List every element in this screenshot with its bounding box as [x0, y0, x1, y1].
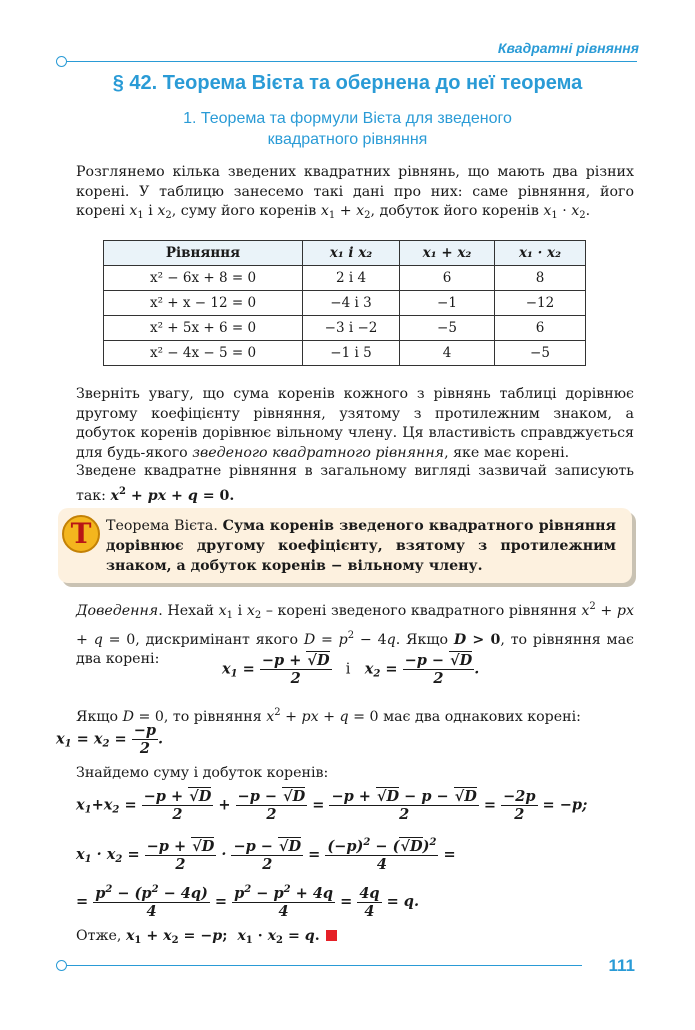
- zero-discriminant-paragraph: Якщо D = 0, то рівняння $x^2$ + px + q = 0 має два однакових корені:: [76, 707, 581, 725]
- table-row: [104, 341, 586, 366]
- table-row: [104, 291, 586, 316]
- footer-rule-dot: [56, 960, 67, 971]
- table-row: [104, 266, 586, 291]
- vieta-table: [103, 240, 586, 366]
- section-title: § 42. Теорема Вієта та обернена до неї теорема: [112, 72, 583, 94]
- subtitle-line-2: квадратного рівняння: [267, 131, 428, 148]
- table-header-cell: x₁ + x₂: [400, 241, 495, 266]
- footer-rule: [62, 965, 582, 966]
- proof-paragraph: Доведення. Нехай $x_1$ і $x_2$ – корені зведеного квадратного рівняння $x^2$ + px + q = 0, дискримінант якого $D = p^2 - 4q$. Якщо D > 0, то рівняння має два корені:: [76, 601, 634, 667]
- table-header-cell: x₁ · x₂: [495, 241, 586, 266]
- table-cell: 6: [400, 266, 495, 291]
- equal-roots-formula: $x_1 = x_2$ = $\frac{-p}{2}$ .: [56, 722, 164, 757]
- table-header-cell: x₁ і x₂: [303, 241, 400, 266]
- table-cell: x² − 4x − 5 = 0: [104, 341, 303, 366]
- subtitle-line-1: 1. Теорема та формули Вієта для зведеного: [183, 110, 512, 127]
- product-formula-2: = $\frac{p^2 - (p^2 - 4q)}{4}$ = $\frac{p^2 - p^2 + 4q}{4}$ = $\frac{4q}{4}$ = q.: [76, 884, 419, 920]
- header-rule: [62, 61, 637, 62]
- table-cell: −1: [400, 291, 495, 316]
- find-sum-text: Знайдемо суму і добуток коренів:: [76, 765, 329, 781]
- theorem-name: Теорема Вієта.: [106, 518, 218, 534]
- general-form-paragraph: Зведене квадратне рівняння в загальному вигляді зазвичай записують так: $x^2$ + px + q = 0.: [76, 463, 634, 504]
- table-cell: x² + 5x + 6 = 0: [104, 316, 303, 341]
- table-cell: −3 і −2: [303, 316, 400, 341]
- page-number: 111: [608, 956, 635, 975]
- observation-paragraph: Зверніть увагу, що сума коренів кожного з рівнянь таблиці дорівнює другому коефіцієнту рівняння, узятому з протилежним знаком, а добуток коренів дорівнює вільному члену. Ця властивість справджується для будь-якого зведеного квадратного рівняння, яке має корені.: [76, 386, 634, 461]
- table-cell: x² + x − 12 = 0: [104, 291, 303, 316]
- table-cell: −1 і 5: [303, 341, 400, 366]
- intro-paragraph: Розглянемо кілька зведених квадратних рівнянь, що мають два різних корені. У таблицю занесемо такі дані про них: саме рівняння, його корені $x_1$ і $x_2$, суму його коренів $x_1 + x_2$, добуток його коренів $x_1 \cdot x_2$.: [76, 164, 634, 221]
- sum-formula: $x_1+x_2$ = $\frac{-p + √D}{2}$ + $\frac{-p - √D}{2}$ = $\frac{-p + √D - p - √D}{2}$ = $\frac{-2p}{2}$ = −p;: [76, 788, 588, 823]
- table-cell: −5: [495, 341, 586, 366]
- theorem-statement: Сума коренів зведеного квадратного рівняння дорівнює другому коефіцієнту, взятому з протилежним знаком, а добуток коренів − вільному члену.: [106, 518, 617, 574]
- table-cell: −5: [400, 316, 495, 341]
- header-rule-dot: [56, 56, 67, 67]
- table-cell: 2 і 4: [303, 266, 400, 291]
- theorem-badge: Т: [62, 515, 100, 553]
- subsection-title: [0, 108, 695, 150]
- table-header-row: [104, 241, 586, 266]
- conclusion-line: Отже, $x_1 + x_2 = -p$; $x_1 \cdot x_2 = q$.: [76, 927, 634, 951]
- table-row: [104, 316, 586, 341]
- table-cell: 4: [400, 341, 495, 366]
- qed-mark: [326, 930, 337, 941]
- table-cell: −12: [495, 291, 586, 316]
- roots-formula: $x_1$ = $\frac{-p + √D}{2}$ і $x_2$ = $\frac{-p - √D}{2}$ .: [222, 652, 480, 687]
- table-cell: 8: [495, 266, 586, 291]
- table-header-cell: Рівняння: [104, 241, 303, 266]
- table-cell: −4 і 3: [303, 291, 400, 316]
- theorem-text: [106, 516, 616, 576]
- product-formula-1: $x_1 \cdot x_2$ = $\frac{-p + √D}{2}$ · $\frac{-p - √D}{2}$ = $\frac{(-p)^2 - (√D)^2}{4}$ =: [76, 837, 456, 873]
- table-cell: x² − 6x + 8 = 0: [104, 266, 303, 291]
- running-header: Квадратні рівняння: [497, 40, 639, 56]
- table-cell: 6: [495, 316, 586, 341]
